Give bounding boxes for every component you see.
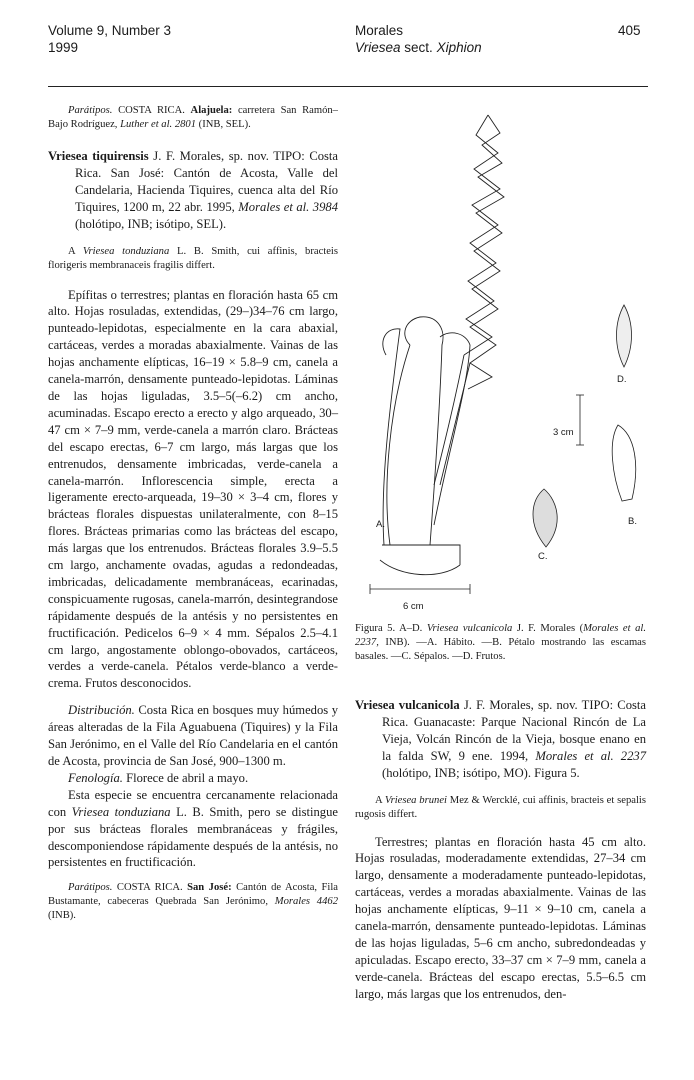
species-tiquirensis: Vriesea tiquirensis J. F. Morales, sp. nov. TIPO: Costa Rica. San José: Cantón de Acosta, Valle del Candelaria, Hacienda Tiquires, cuenca alta del Río Tiquires, 1200 m, 22 abr. 1995, Morales et al. 3984 (holótipo, INB; isótipo, SEL). [48, 149, 339, 231]
page-number: 405 [618, 23, 641, 38]
plant-base [380, 560, 460, 575]
botanical-illustration [350, 105, 650, 605]
latin-diagnosis: A Vriesea tonduziana L. B. Smith, cui affinis, bracteis florigeris membranaceis fragilis differt. [48, 245, 339, 271]
right-column [355, 697, 646, 1003]
species-name: Vriesea vulcanicola [355, 698, 460, 712]
phenology: Fenología. Florece de abril a mayo. [68, 770, 249, 785]
petal-drawing [612, 425, 636, 501]
running-header-center [355, 22, 482, 56]
relationship-note: Esta especie se encuentra cercanamente relacionada con Vriesea tonduziana L. B. Smith, pero se distingue por sus brácteas florales membranáceas y frágiles, descomponiendose rápidamente después de la antésis, no persistentes en fructificación. [48, 787, 338, 870]
leaf [434, 333, 470, 525]
latin-diagnosis-vulcanicola: A Vriesea brunei Mez & Wercklé, cui affinis, bracteis et sepalis rugosis differt. [355, 794, 646, 820]
description-tiquirensis: Epífitas o terrestres; plantas en floración hasta 65 cm alto. Hojas rosuladas, extendidas, (29–)34–76 cm largo, punteado-lepidotas, especialmente en la cara abaxial, cartáceas, verdes a moradas abaxialmente. Vainas de las hojas anchamente elípticas, 16–19 × 5.8–9 cm, canela a canela-marrón, densamente punteado-lepidotas. Láminas de las hojas liguladas, 3.5–5(–6.2) cm ancho, acuminadas. Escapo erecto a erecto y algo arqueado, 30–47 cm × 7–9 mm, verde-canela a marrón claro. Brácteas del escapo erectas, 6–7 cm largo, más largas que los entrenudos, densamente imbricadas, verde-canela a canela-marrón. Inflorescencia simple, erecta a ligeramente erecto-arqueada, 19–30 × 3–4 cm, flores y brácteas florales dispuestas unilateralmente, con 8–15 flores. Brácteas primarias como las brácteas del escapo, más largas que los entrenudos. Brácteas florales 3.9–5.5 cm largo, anchamente ovadas, agudas a redondeadas, imbricadas, delicadamente membranáceas, ecarinadas, conspicuamente rugosas, canela-marrón, desintegrandose rápidamente después de la antésis y no persistentes en fructificación. Pedicelos 6–9 × 4 mm. Sépalos 2.5–4.1 cm largo, angostamente oblongo-obovados, cartáceos, verdes a verde-canela. Pétalos verde-blanco a verde-crema. Frutos desconocidos. [48, 287, 338, 691]
year: 1999 [48, 40, 79, 55]
leaf [387, 345, 410, 545]
description-vulcanicola: Terrestres; plantas en floración hasta 45 cm alto. Hojas rosuladas, moderadamente extendidas, 27–34 cm largo, densamente a moderadamente punteado-lepidotas, cartáceas, verdes a moradas abaxialmente. Vainas de las hojas anchamente elípticas, 9–11 × 9–10 cm, canela a canela-marrón, densamente punteado-lepidotas. Láminas de las hojas liguladas, 5–6 cm ancho, subredondeadas y apiculadas. Escapo erecto, 33–37 cm × 7–9 mm, canela a verde-canela. Brácteas del escapo erectas, 5.5–6.5 cm largo, más largas que los entrenudos, den- [355, 834, 646, 1001]
sepal-drawing [533, 489, 557, 547]
leaf [383, 329, 400, 545]
left-column [48, 104, 338, 923]
label-c: C. [538, 551, 548, 562]
scale-label-small: 3 cm [553, 427, 574, 438]
label-d: D. [617, 374, 627, 385]
author-name: Morales [355, 23, 404, 38]
label-b: B. [628, 516, 637, 527]
paratypes-alajuela: Parátipos. COSTA RICA. Alajuela: carretera San Ramón–Bajo Rodríguez, Luther et al. 2801 (INB, SEL). [48, 105, 338, 130]
inflorescence-spike [468, 115, 504, 389]
species-vulcanicola: Vriesea vulcanicola J. F. Morales, sp. nov. TIPO: Costa Rica. Guanacaste: Parque Nacional Rincón de La Vieja, Volcán Rincón de la Vieja, bosque enano en la falda SW, 9 ene. 1994, Morales et al. 2237 (holótipo, INB; isótipo, MO). Figura 5. [355, 698, 646, 780]
species-name: Vriesea tiquirensis [48, 149, 149, 163]
label-a: A. [376, 519, 385, 530]
running-header-left [48, 22, 171, 56]
fruit-drawing [617, 305, 632, 367]
figure-caption: Figura 5. A–D. Vriesea vulcanicola J. F. Morales (Morales et al. 2237, INB). —A. Hábito. —B. Pétalo mostrando las escamas basales. —C. Sépalos. —D. Frutos. [355, 623, 647, 662]
distribution: Distribución. Costa Rica en bosques muy húmedos y áreas alteradas de la Fila Aguabuena (Tiquires) y la Fila San Jerónimo, en el Valle del Río Candelaria en el cantón de Acosta, provincia de San José, 900–1300 m. [48, 703, 338, 768]
scale-label-large: 6 cm [403, 601, 424, 612]
paratypes-san-jose: Parátipos. COSTA RICA. San José: Cantón de Acosta, Fila Bustamante, cabeceras Quebrada San Jerónimo, Morales 4462 (INB). [48, 882, 338, 922]
header-rule [48, 86, 648, 87]
running-title: Vriesea sect. Xiphion [355, 40, 482, 55]
volume-number: Volume 9, Number 3 [48, 23, 172, 38]
